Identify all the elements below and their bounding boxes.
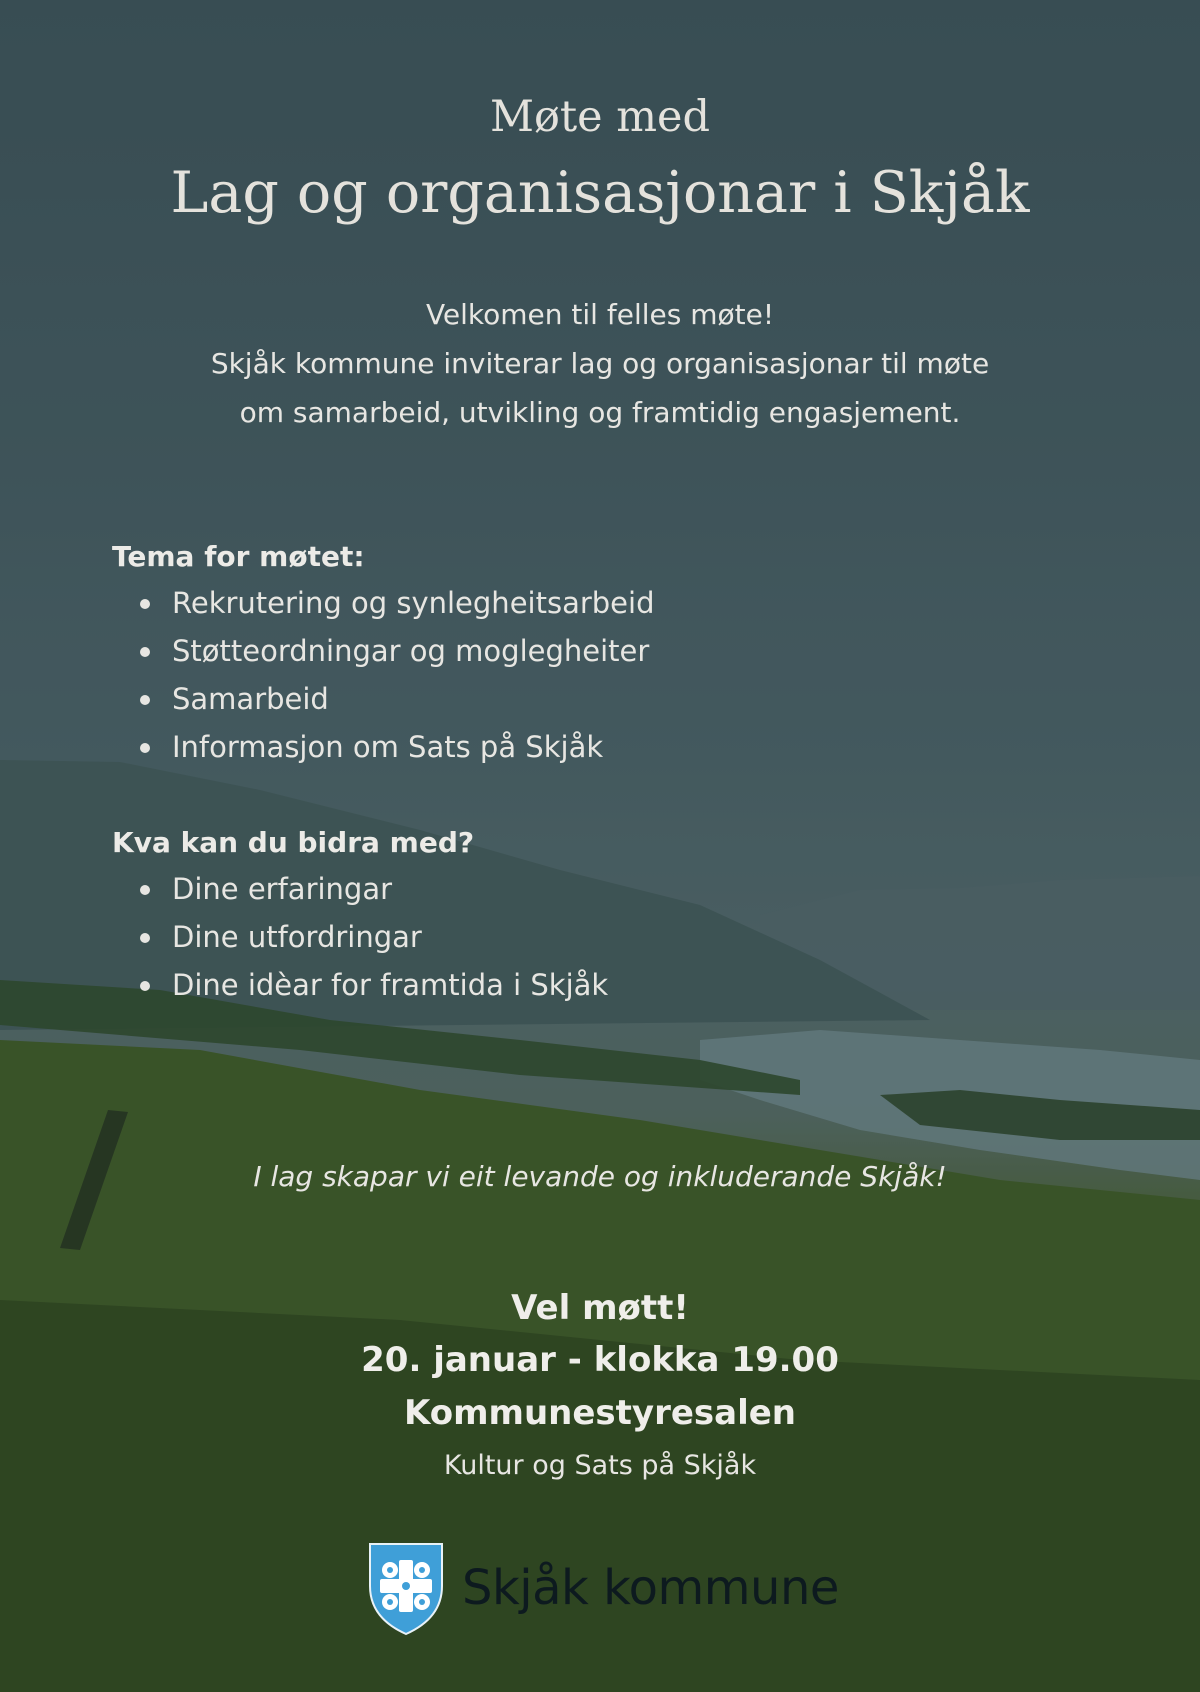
logo-text: Skjåk kommune	[462, 1560, 839, 1616]
bullet-icon	[140, 933, 150, 943]
subtitle: Møte med	[489, 92, 711, 142]
list-item	[112, 627, 1012, 675]
topics-heading: Tema for møtet:	[112, 540, 365, 573]
list-item-label: Støtteordningar og moglegheiter	[172, 634, 650, 668]
list-item-label: Dine utfordringar	[172, 920, 422, 954]
welcome-text: Vel møtt!	[511, 1288, 689, 1328]
topics-section	[112, 540, 1012, 771]
event-venue: Kommunestyresalen	[403, 1393, 796, 1433]
bullet-icon	[140, 599, 150, 609]
slogan: I lag skapar vi eit levande og inkluderande Skjåk!	[253, 1160, 947, 1193]
page-title: Lag og organisasjonar i Skjåk	[170, 160, 1030, 226]
list-item	[112, 865, 1012, 913]
intro-line-1: Velkomen til felles møte!	[425, 298, 775, 331]
bullet-icon	[140, 647, 150, 657]
contribute-section	[112, 826, 1012, 1009]
bullet-icon	[140, 695, 150, 705]
list-item-label: Rekrutering og synlegheitsarbeid	[172, 586, 655, 620]
list-item	[112, 961, 1012, 1009]
skjak-kommune-logo	[366, 1542, 846, 1642]
organizer-text: Kultur og Sats på Skjåk	[443, 1450, 757, 1481]
bullet-icon	[140, 743, 150, 753]
list-item	[112, 579, 1012, 627]
topics-list	[112, 579, 1012, 771]
intro-line-2: Skjåk kommune inviterar lag og organisasjonar til møte	[210, 347, 990, 380]
list-item-label: Informasjon om Sats på Skjåk	[172, 730, 604, 764]
list-item	[112, 675, 1012, 723]
bullet-icon	[140, 981, 150, 991]
coat-of-arms-icon	[366, 1542, 446, 1636]
list-item-label: Dine erfaringar	[172, 872, 393, 906]
list-item	[112, 913, 1012, 961]
contribute-heading: Kva kan du bidra med?	[112, 826, 475, 859]
contribute-list	[112, 865, 1012, 1009]
intro-text	[0, 290, 1200, 437]
intro-line-3: om samarbeid, utvikling og framtidig engasjement.	[239, 396, 961, 429]
bullet-icon	[140, 885, 150, 895]
event-date-time: 20. januar - klokka 19.00	[361, 1340, 839, 1380]
list-item	[112, 723, 1012, 771]
list-item-label: Dine idèar for framtida i Skjåk	[172, 968, 609, 1002]
list-item-label: Samarbeid	[172, 682, 329, 716]
